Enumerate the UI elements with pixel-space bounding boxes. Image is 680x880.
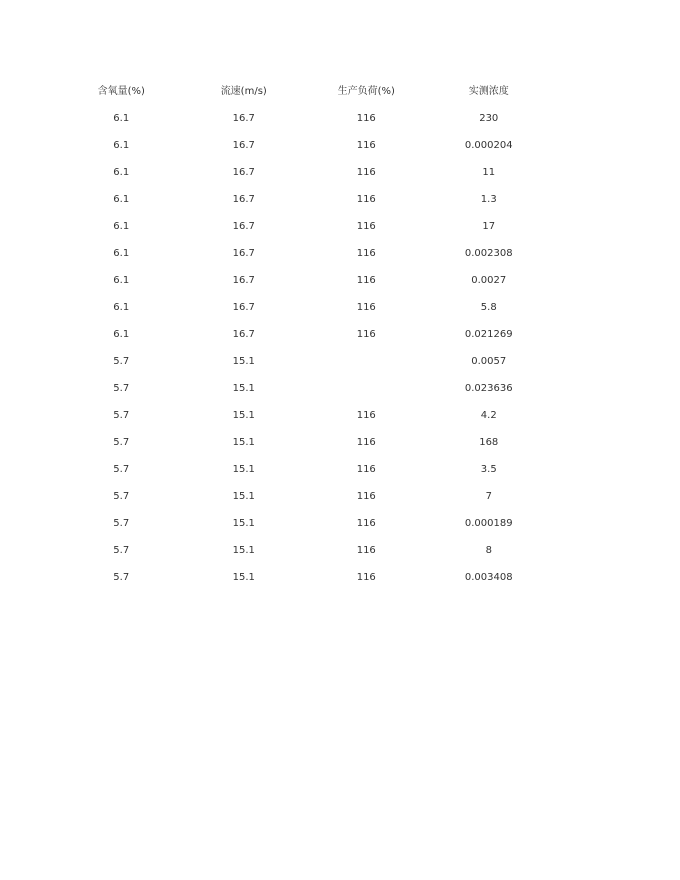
cell-oxygen-content: 5.7 [113,517,130,529]
cell-production-load: 116 [356,544,376,556]
table-body [60,105,550,591]
header-flow-velocity: 流速(m/s) [220,85,267,97]
cell-flow-velocity: 15.1 [232,436,255,448]
table-row [60,402,550,429]
table-row [60,429,550,456]
table-header-row [60,78,550,105]
cell-oxygen-content: 6.1 [113,112,130,124]
cell-production-load: 116 [356,220,376,232]
cell-measured-concentration: 230 [479,112,499,124]
cell-oxygen-content: 5.7 [113,490,130,502]
cell-flow-velocity: 15.1 [232,382,255,394]
cell-flow-velocity: 16.7 [232,112,255,124]
cell-measured-concentration: 8 [485,544,492,556]
cell-production-load: 116 [356,112,376,124]
cell-oxygen-content: 6.1 [113,328,130,340]
cell-production-load: 116 [356,139,376,151]
cell-flow-velocity: 16.7 [232,193,255,205]
cell-oxygen-content: 5.7 [113,463,130,475]
cell-flow-velocity: 15.1 [232,544,255,556]
cell-production-load: 116 [356,571,376,583]
table-row [60,132,550,159]
cell-measured-concentration: 0.0027 [471,274,507,286]
cell-production-load: 116 [356,274,376,286]
cell-flow-velocity: 15.1 [232,355,255,367]
cell-production-load: 116 [356,409,376,421]
table-row [60,348,550,375]
table-row [60,537,550,564]
cell-production-load: 116 [356,517,376,529]
cell-flow-velocity: 16.7 [232,301,255,313]
cell-production-load: 116 [356,328,376,340]
table-row [60,159,550,186]
table-row [60,321,550,348]
cell-flow-velocity: 15.1 [232,517,255,529]
cell-measured-concentration: 3.5 [480,463,497,475]
table-row [60,105,550,132]
table-row [60,213,550,240]
cell-flow-velocity: 16.7 [232,328,255,340]
cell-production-load: 116 [356,436,376,448]
cell-measured-concentration: 11 [482,166,496,178]
cell-measured-concentration: 4.2 [480,409,497,421]
cell-measured-concentration: 0.0057 [471,355,507,367]
cell-flow-velocity: 15.1 [232,463,255,475]
cell-production-load: 116 [356,193,376,205]
cell-oxygen-content: 6.1 [113,139,130,151]
table-row [60,564,550,591]
table-row [60,186,550,213]
cell-oxygen-content: 5.7 [113,355,130,367]
cell-oxygen-content: 5.7 [113,409,130,421]
table-row [60,375,550,402]
cell-oxygen-content: 5.7 [113,436,130,448]
cell-flow-velocity: 15.1 [232,571,255,583]
cell-production-load: 116 [356,490,376,502]
cell-measured-concentration: 7 [485,490,492,502]
header-production-load: 生产负荷(%) [337,85,395,97]
cell-measured-concentration: 0.002308 [464,247,513,259]
cell-measured-concentration: 0.023636 [464,382,513,394]
cell-production-load: 116 [356,301,376,313]
cell-measured-concentration: 5.8 [480,301,497,313]
cell-measured-concentration: 0.000204 [464,139,513,151]
cell-oxygen-content: 6.1 [113,166,130,178]
cell-oxygen-content: 5.7 [113,571,130,583]
cell-measured-concentration: 0.021269 [464,328,513,340]
cell-oxygen-content: 6.1 [113,220,130,232]
cell-measured-concentration: 17 [482,220,496,232]
cell-oxygen-content: 6.1 [113,274,130,286]
cell-production-load: 116 [356,166,376,178]
cell-measured-concentration: 1.3 [480,193,497,205]
cell-oxygen-content: 5.7 [113,382,130,394]
cell-measured-concentration: 168 [479,436,499,448]
cell-flow-velocity: 16.7 [232,220,255,232]
cell-flow-velocity: 16.7 [232,274,255,286]
cell-oxygen-content: 6.1 [113,301,130,313]
data-table [60,78,550,591]
header-measured-concentration: 实测浓度 [468,85,509,97]
cell-production-load: 116 [356,247,376,259]
table-row [60,456,550,483]
cell-measured-concentration: 0.003408 [464,571,513,583]
table-row [60,483,550,510]
cell-measured-concentration: 0.000189 [464,517,513,529]
cell-oxygen-content: 6.1 [113,247,130,259]
table-row [60,267,550,294]
cell-flow-velocity: 16.7 [232,139,255,151]
cell-oxygen-content: 6.1 [113,193,130,205]
cell-flow-velocity: 15.1 [232,409,255,421]
cell-flow-velocity: 16.7 [232,166,255,178]
cell-flow-velocity: 15.1 [232,490,255,502]
cell-production-load: 116 [356,463,376,475]
table-row [60,510,550,537]
table-row [60,240,550,267]
cell-flow-velocity: 16.7 [232,247,255,259]
header-oxygen-content: 含氧量(%) [97,85,145,97]
cell-oxygen-content: 5.7 [113,544,130,556]
table-row [60,294,550,321]
